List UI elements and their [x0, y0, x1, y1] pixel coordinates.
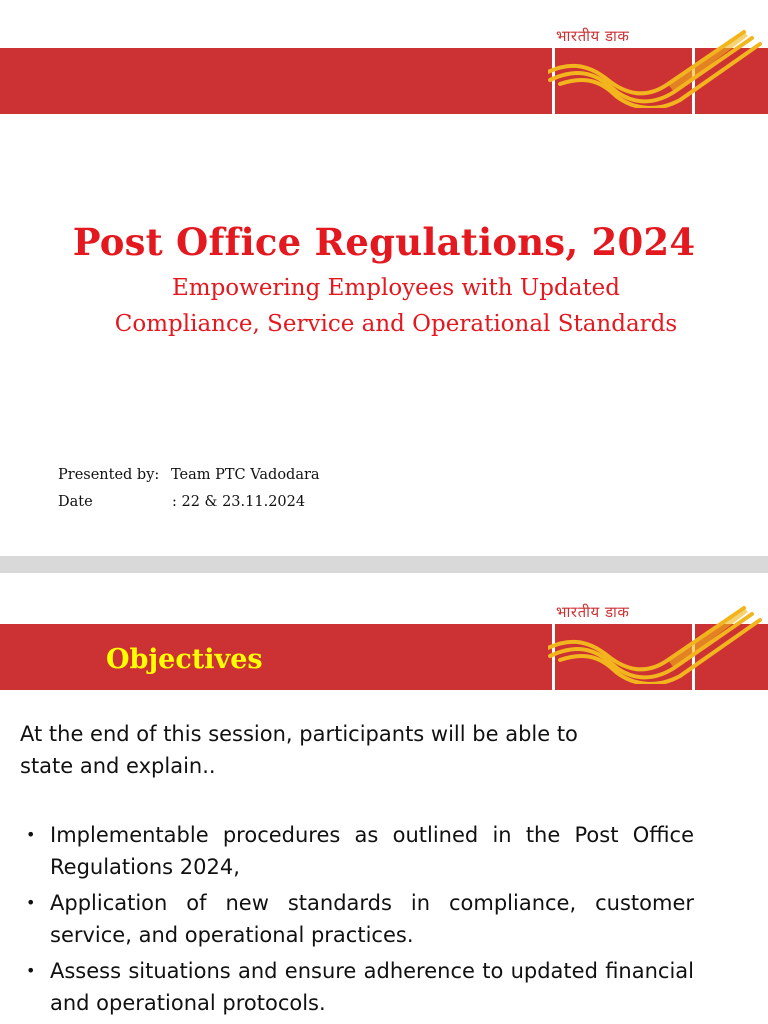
bullet-icon: •	[26, 961, 36, 980]
intro-line: At the end of this session, participants will be able to	[20, 722, 578, 746]
bullet-icon: •	[26, 893, 36, 912]
list-item-text: Application of new standards in compliance, customer service, and operational practices.	[50, 891, 694, 947]
list-item	[26, 819, 694, 883]
presented-by-row	[58, 467, 320, 483]
intro-text	[20, 718, 720, 782]
intro-line: state and explain..	[20, 754, 216, 778]
india-post-logo-text: भारतीय डाक	[556, 603, 630, 621]
list-item	[26, 955, 694, 1019]
list-item-text: Implementable procedures as outlined in the Post Office Regulations 2024,	[50, 823, 694, 879]
objectives-title: Objectives	[106, 644, 263, 675]
presented-by-label: Presented by:	[58, 467, 160, 483]
date-value: : 22 & 23.11.2024	[172, 494, 306, 510]
slide-subtitle-line2: Compliance, Service and Operational Standards	[114, 311, 678, 337]
india-post-swoosh-icon	[548, 18, 768, 108]
india-post-swoosh-icon	[548, 594, 768, 684]
slide-title: Post Office Regulations, 2024	[72, 220, 696, 264]
date-row	[58, 494, 306, 510]
india-post-logo-text: भारतीय डाक	[556, 27, 630, 45]
bullet-icon: •	[26, 825, 36, 844]
presented-by-value: Team PTC Vadodara	[171, 467, 320, 483]
list-item	[26, 887, 694, 951]
slide-subtitle-line1: Empowering Employees with Updated	[171, 275, 621, 301]
objectives-list	[26, 819, 694, 1023]
objectives-slide	[0, 573, 768, 1024]
list-item-text: Assess situations and ensure adherence to updated financial and operational protocols.	[50, 959, 694, 1015]
date-label: Date	[58, 494, 93, 510]
